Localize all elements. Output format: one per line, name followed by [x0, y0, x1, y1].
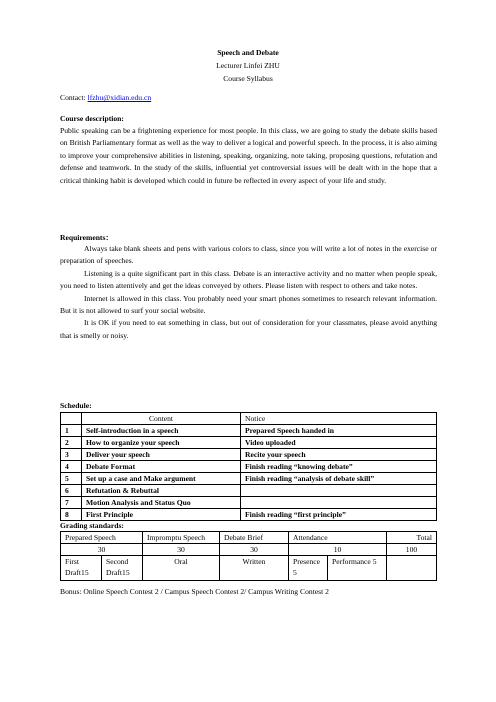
schedule-header-cell — [61, 413, 82, 425]
grading-header-cell: Debate Brief — [220, 532, 289, 544]
table-cell: Set up a case and Make argument — [82, 473, 241, 485]
table-row — [61, 449, 437, 461]
grading-breakdown-cell: Presence 5 — [289, 556, 328, 581]
description-heading: Course description: — [60, 114, 124, 123]
grading-weight-cell: 100 — [387, 544, 437, 556]
table-cell: 4 — [61, 461, 82, 473]
grading-breakdown-cell: Oral — [143, 556, 220, 581]
table-cell: 8 — [61, 509, 82, 521]
schedule-header-cell: Content — [82, 413, 241, 425]
schedule-header-row — [61, 413, 437, 425]
table-row — [61, 509, 437, 521]
grading-weight-cell: 30 — [143, 544, 220, 556]
requirement-item: Always take blank sheets and pens with various colors to class, since you will write a lot of notes in the exercise or preparation of speeches. — [60, 244, 437, 266]
description-text: Public speaking can be a frightening experience for most people. In this class, we are going to study the debate skills based on British Parliamentary format as well as the way to deliver a logical and powerful speech. In the process, it is also aiming to improve your comprehensive abilities in listening, speaking, organizing, note taking, proposing questions, refutation and defense and teamwork. In the study of the skills, influential yet controversial issues will be dealt with in the hope that a critical thinking habit is developed which could in future be reflected in every aspect of your life and study. — [60, 126, 437, 185]
table-cell: Finish reading “knowing debate” — [241, 461, 437, 473]
table-row — [61, 473, 437, 485]
table-cell: 1 — [61, 425, 82, 437]
grading-header-cell: Prepared Speech — [61, 532, 143, 544]
table-cell: Motion Analysis and Status Quo — [82, 497, 241, 509]
table-cell: Prepared Speech handed in — [241, 425, 437, 437]
schedule-heading: Schedule: — [60, 401, 92, 410]
requirement-item: Internet is allowed in this class. You probably need your smart phones sometimes to research relevant information. But it is not allowed to surf your social website. — [60, 293, 437, 316]
grading-breakdown-cell: First Draft15 — [61, 556, 102, 581]
grading-header-cell: Impromptu Speech — [143, 532, 220, 544]
grading-weight-cell: 10 — [289, 544, 387, 556]
requirements-heading: Requirements： — [60, 233, 114, 242]
grading-breakdown-cell: Performance 5 — [328, 556, 387, 581]
subtitle-line: Course Syllabus — [223, 74, 273, 83]
grading-breakdown-cell: Written — [220, 556, 289, 581]
bonus-line: Bonus: Online Speech Contest 2 / Campus Speech Contest 2/ Campus Writing Contest 2 — [60, 587, 329, 596]
grading-header-row — [61, 532, 437, 544]
table-row — [61, 485, 437, 497]
lecturer-line: Lecturer Linfei ZHU — [216, 61, 280, 70]
grading-header-cell: Attendance — [289, 532, 387, 544]
contact-label: Contact: — [60, 93, 88, 102]
email-link[interactable]: lfzhu@xidian.edu.cn — [87, 93, 152, 102]
table-row — [61, 437, 437, 449]
table-row — [61, 461, 437, 473]
grading-table — [60, 531, 437, 581]
grading-header-cell: Total — [387, 532, 437, 544]
grading-breakdown-cell — [387, 556, 437, 581]
table-row — [61, 497, 437, 509]
requirement-item: It is OK if you need to eat something in class, but out of consideration for your classmates, please avoid anything that is smelly or noisy. — [60, 318, 437, 340]
table-cell: Video uploaded — [241, 437, 437, 449]
table-cell: Debate Format — [82, 461, 241, 473]
table-cell: 6 — [61, 485, 82, 497]
table-cell — [241, 485, 437, 497]
table-cell: First Principle — [82, 509, 241, 521]
table-cell: Refutation & Rebuttal — [82, 485, 241, 497]
table-cell: Finish reading “analysis of debate skill” — [241, 473, 437, 485]
grading-weight-row — [61, 544, 437, 556]
schedule-table — [60, 412, 437, 521]
table-cell: Finish reading “first principle” — [241, 509, 437, 521]
table-cell: How to organize your speech — [82, 437, 241, 449]
table-row — [61, 425, 437, 437]
table-cell: 3 — [61, 449, 82, 461]
grading-breakdown-cell: Second Draft15 — [102, 556, 143, 581]
table-cell: 5 — [61, 473, 82, 485]
contact-line — [60, 92, 151, 103]
grading-weight-cell: 30 — [220, 544, 289, 556]
table-cell: Deliver your speech — [82, 449, 241, 461]
schedule-header-cell: Notice — [241, 413, 437, 425]
document-title: Speech and Debate — [217, 48, 279, 57]
table-cell — [241, 497, 437, 509]
grading-weight-cell: 30 — [61, 544, 143, 556]
table-cell: Self-introduction in a speech — [82, 425, 241, 437]
table-cell: 2 — [61, 437, 82, 449]
requirement-item: Listening is a quite significant part in this class. Debate is an interactive activity and no matter when people speak, you need to listen attentively and get the ideas conveyed by others. Please listen with respect to others and take notes. — [60, 268, 437, 291]
grading-heading: Grading standards: — [60, 521, 124, 530]
requirements-list — [60, 243, 437, 342]
table-cell: 7 — [61, 497, 82, 509]
grading-breakdown-row — [61, 556, 437, 581]
table-cell: Recite your speech — [241, 449, 437, 461]
